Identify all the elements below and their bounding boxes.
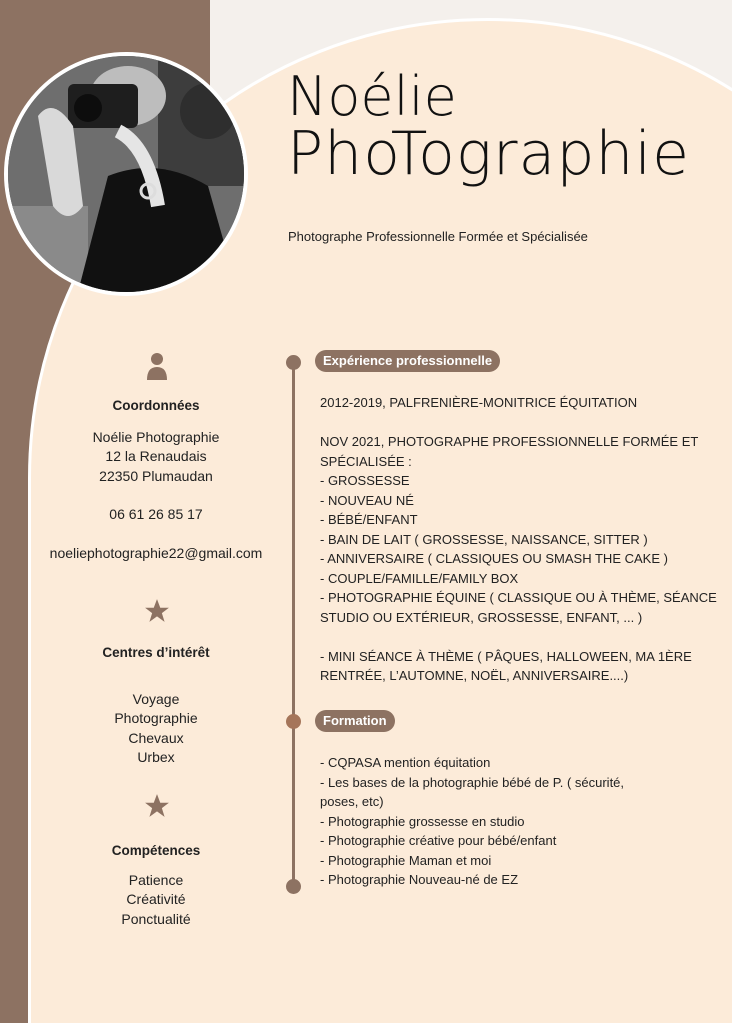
experience-line: 2012-2019, PALFRENIÈRE-MONITRICE ÉQUITATION — [320, 395, 638, 410]
contact-heading: Coordonnées — [112, 398, 200, 413]
experience-line: - ANNIVERSAIRE ( CLASSIQUES OU SMASH THE CAKE ) — [320, 551, 668, 566]
subtitle: Photographe Professionnelle Formée et Spécialisée — [288, 229, 588, 244]
brand-title — [287, 65, 691, 189]
title-line-2: PhoTographie — [287, 119, 691, 189]
education-line: - Photographie grossesse en studio — [320, 813, 525, 829]
education-line: - Photographie créative pour bébé/enfant — [320, 833, 557, 848]
education-label: Formation — [315, 710, 395, 732]
skill-item: Ponctualité — [121, 910, 191, 927]
skills-section — [40, 841, 272, 929]
education-line: - CQPASA mention équitation — [320, 755, 491, 770]
education-text — [320, 753, 624, 890]
experience-line: - MINI SÉANCE À THÈME ( PÂQUES, HALLOWEEN, MA 1ÈRE — [320, 648, 692, 664]
experience-line: - GROSSESSE — [320, 473, 410, 488]
skills-heading: Compétences — [111, 843, 201, 858]
contact-email: noeliephotographie22@gmail.com — [49, 544, 263, 561]
experience-line: - BÉBÉ/ENFANT — [320, 512, 418, 527]
education-line: - Photographie Nouveau-né de EZ — [320, 872, 519, 887]
contact-section — [40, 396, 272, 563]
experience-line: STUDIO OU EXTÉRIEUR, GROSSESSE, ENFANT, ... ) — [320, 609, 643, 625]
education-line: - Les bases de la photographie bébé de P. ( sécurité, — [320, 774, 625, 790]
experience-line: - BAIN DE LAIT ( GROSSESSE, NAISSANCE, SITTER ) — [320, 531, 648, 547]
contact-name: Noélie Photographie — [92, 428, 220, 445]
interests-heading: Centres d’intérêt — [102, 645, 210, 660]
star-icon — [144, 598, 170, 624]
interest-item: Chevaux — [128, 729, 184, 746]
education-line: - Photographie Maman et moi — [320, 852, 492, 868]
experience-line — [320, 413, 717, 433]
profile-photo — [4, 52, 248, 296]
education-line: poses, etc) — [320, 794, 384, 809]
interest-item: Voyage — [132, 690, 180, 707]
title-line-1: Noélie — [287, 65, 457, 128]
experience-line: - COUPLE/FAMILLE/FAMILY BOX — [320, 570, 519, 586]
interests-section — [40, 643, 272, 768]
timeline-dot — [286, 355, 301, 370]
experience-text — [320, 393, 717, 686]
experience-line: SPÉCIALISÉE : — [320, 453, 412, 469]
interest-item: Urbex — [137, 749, 175, 765]
interest-item: Photographie — [114, 710, 198, 726]
timeline-dot — [286, 879, 301, 894]
star-icon — [144, 793, 170, 819]
contact-phone: 06 61 26 85 17 — [109, 506, 203, 522]
experience-line: - NOUVEAU NÉ — [320, 492, 414, 508]
experience-line: - PHOTOGRAPHIE ÉQUINE ( CLASSIQUE OU À THÈME, SÉANCE — [320, 590, 717, 605]
experience-line: RENTRÉE, L’AUTOMNE, NOËL, ANNIVERSAIRE....) — [320, 668, 629, 683]
timeline-line — [292, 362, 295, 887]
skill-item: Patience — [128, 871, 184, 888]
experience-label: Expérience professionnelle — [315, 350, 500, 372]
person-icon — [147, 352, 167, 380]
contact-address-2: 22350 Plumaudan — [99, 467, 213, 484]
experience-line: NOV 2021, PHOTOGRAPHE PROFESSIONNELLE FORMÉE ET — [320, 434, 699, 449]
skill-item: Créativité — [126, 891, 186, 907]
experience-line — [320, 627, 717, 647]
contact-address-1: 12 la Renaudais — [105, 448, 207, 464]
timeline-dot — [286, 714, 301, 729]
